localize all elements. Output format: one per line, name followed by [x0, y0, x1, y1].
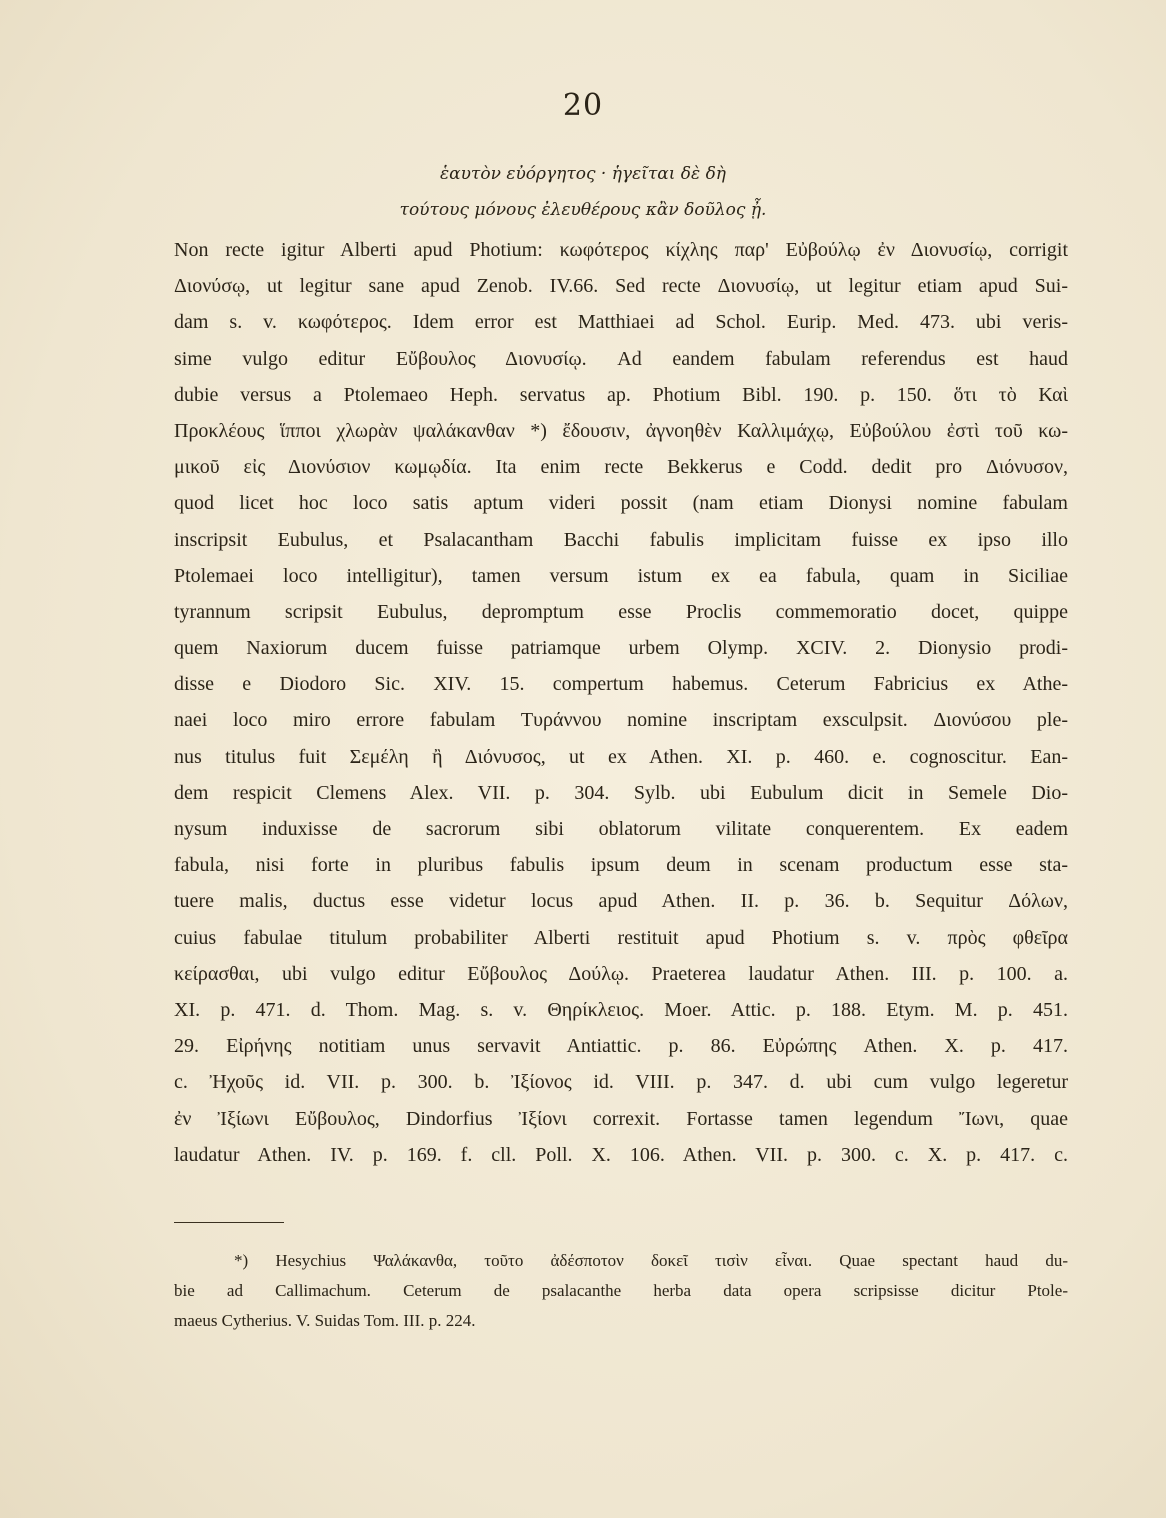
- footnote-rule: [174, 1222, 284, 1223]
- body-line: dam s. v. κωφότερος. Idem error est Matthiaei ad Schol. Eurip. Med. 473. ubi veris-: [174, 311, 1068, 334]
- body-line: Προκλέους ἵπποι χλωρὰν ψαλάκανθαν *) ἔδουσιν, ἀγνοηθὲν Καλλιμάχῳ, Εὐβούλου ἐστὶ τοῦ κω-: [174, 419, 1068, 442]
- body-line: disse e Diodoro Sic. XIV. 15. compertum habemus. Ceterum Fabricius ex Athe-: [174, 673, 1068, 696]
- body-line: laudatur Athen. IV. p. 169. f. cll. Poll. X. 106. Athen. VII. p. 300. c. X. p. 417. c.: [174, 1143, 1068, 1166]
- body-line: nysum induxisse de sacrorum sibi oblatorum vilitate conquerentem. Ex eadem: [174, 818, 1068, 840]
- body-line: Διονύσῳ, ut legitur sane apud Zenob. IV.66. Sed recte Διονυσίῳ, ut legitur etiam apud Sui-: [174, 275, 1068, 298]
- verse-line: τούτους μόνους ἐλευθέρους κἂν δοῦλος ᾖ.: [399, 200, 767, 220]
- body-line: tuere malis, ductus esse videtur locus apud Athen. II. p. 36. b. Sequitur Δόλων,: [174, 890, 1068, 913]
- page-number: 20: [562, 88, 604, 123]
- body-line: Non recte igitur Alberti apud Photium: κωφότερος κίχλης παρ' Εὐβούλῳ ἐν Διονυσίῳ, corrigit: [174, 239, 1068, 261]
- body-line: nus titulus fuit Σεμέλη ἢ Διόνυσος, ut ex Athen. XI. p. 460. e. cognoscitur. Ean-: [174, 745, 1068, 768]
- main-paragraph: [174, 232, 1068, 1173]
- body-line: fabula, nisi forte in pluribus fabulis ipsum deum in scenam productum esse sta-: [174, 854, 1068, 877]
- body-line: sime vulgo editur Εὔβουλος Διονυσίῳ. Ad eandem fabulam referendus est haud: [174, 347, 1068, 370]
- body-line: quod licet hoc loco satis aptum videri possit (nam etiam Dionysi nomine fabulam: [174, 492, 1068, 515]
- footnote: [174, 1246, 1068, 1336]
- body-line: XI. p. 471. d. Thom. Mag. s. v. Θηρίκλειος. Moer. Attic. p. 188. Etym. M. p. 451.: [174, 998, 1068, 1021]
- footnote-line: bie ad Callimachum. Ceterum de psalacanthe herba data opera scripsisse dicitur Ptole-: [174, 1281, 1068, 1300]
- body-line: inscripsit Eubulus, et Psalacantham Bacchi fabulis implicitam fuisse ex ipso illo: [174, 528, 1068, 551]
- body-line: ἐν Ἰξίωνι Εὔβουλος, Dindorfius Ἰξίονι correxit. Fortasse tamen legendum Ἴωνι, quae: [174, 1107, 1068, 1130]
- body-line: naei loco miro errore fabulam Τυράννου nomine inscriptam exsculpsit. Διονύσου ple-: [174, 709, 1068, 732]
- footnote-line: maeus Cytherius. V. Suidas Tom. III. p. 224.: [174, 1311, 476, 1330]
- body-line: tyrannum scripsit Eubulus, depromptum esse Proclis commemoratio docet, quippe: [174, 600, 1068, 623]
- body-line: dem respicit Clemens Alex. VII. p. 304. Sylb. ubi Eubulum dicit in Semele Dio-: [174, 781, 1068, 804]
- body-line: cuius fabulae titulum probabiliter Alberti restituit apud Photium s. v. πρὸς φθεῖρα: [174, 926, 1068, 949]
- body-line: Ptolemaei loco intelligitur), tamen versum istum ex ea fabula, quam in Siciliae: [174, 564, 1068, 587]
- verse-line: ἑαυτὸν εὐόργητος · ἡγεῖται δὲ δὴ: [440, 164, 726, 184]
- body-line: κείρασθαι, ubi vulgo editur Εὔβουλος Δούλῳ. Praeterea laudatur Athen. III. p. 100. a.: [174, 962, 1068, 985]
- body-line: c. Ἠχοῦς id. VII. p. 300. b. Ἰξίονος id. VIII. p. 347. d. ubi cum vulgo legeretur: [174, 1071, 1068, 1094]
- body-line: μικοῦ εἰς Διονύσιον κωμῳδία. Ita enim recte Bekkerus e Codd. dedit pro Διόνυσον,: [174, 456, 1068, 479]
- body-line: dubie versus a Ptolemaeo Heph. servatus ap. Photium Bibl. 190. p. 150. ὅτι τὸ Καὶ: [174, 383, 1068, 406]
- footnote-line: *) Hesychius Ψαλάκανθα, τοῦτο ἀδέσποτον δοκεῖ τισὶν εἶναι. Quae spectant haud du-: [234, 1251, 1068, 1270]
- body-line: quem Naxiorum ducem fuisse patriamque urbem Olymp. XCIV. 2. Dionysio prodi-: [174, 637, 1068, 660]
- body-line: 29. Εἰρήνης notitiam unus servavit Antiattic. p. 86. Εὐρώπης Athen. X. p. 417.: [174, 1035, 1068, 1058]
